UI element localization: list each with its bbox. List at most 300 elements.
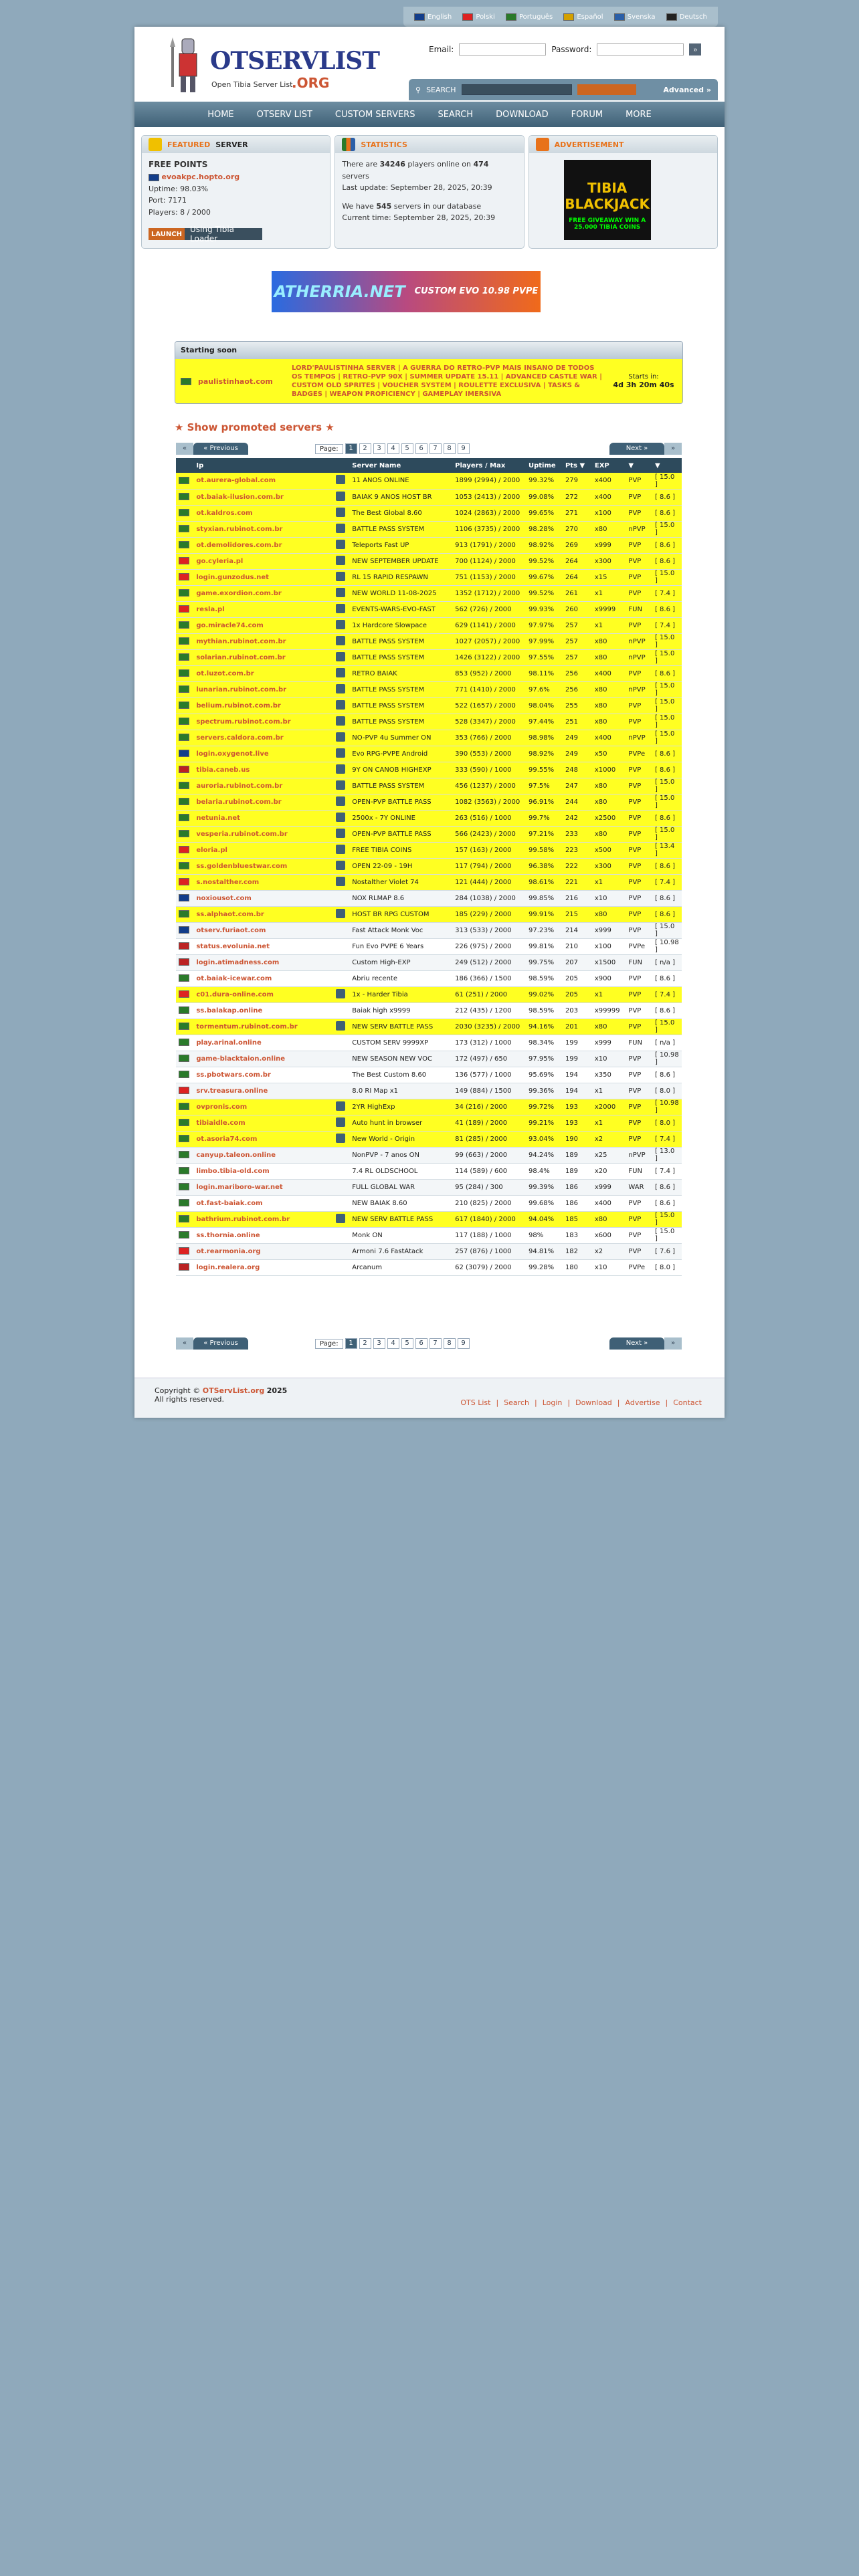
server-ip[interactable]: ot.aurera-global.com: [193, 473, 333, 489]
promoted-icon: [336, 845, 345, 854]
logo-org: .ORG: [292, 75, 330, 91]
exp-rate: x2: [592, 1131, 626, 1147]
footer-link-contact[interactable]: Contact: [673, 1398, 702, 1407]
table-row[interactable]: [176, 1147, 682, 1163]
table-row[interactable]: [176, 794, 682, 810]
uptime: 99.32%: [526, 473, 563, 489]
points: 249: [563, 746, 592, 762]
current-time: Current time: September 28, 2025, 20:39: [342, 213, 496, 223]
page-button[interactable]: 6: [415, 1338, 427, 1349]
page-button[interactable]: 5: [401, 1338, 413, 1349]
table-row[interactable]: [176, 906, 682, 922]
server-name: Teleports Fast UP: [349, 537, 452, 553]
table-row[interactable]: [176, 938, 682, 954]
server-ip[interactable]: ot.baiak-icewar.com: [193, 970, 333, 986]
server-ip[interactable]: ot.luzot.com.br: [193, 665, 333, 681]
pager-first[interactable]: «: [176, 443, 193, 455]
column-header[interactable]: ▼: [652, 458, 682, 473]
email-field[interactable]: [459, 43, 546, 56]
points: 270: [563, 521, 592, 537]
exp-rate: x999: [592, 1179, 626, 1195]
page-button[interactable]: 1: [345, 443, 357, 454]
flag-icon: [179, 702, 189, 709]
footer-link-advertise[interactable]: Advertise: [625, 1398, 660, 1407]
promo-cell: [333, 1115, 349, 1131]
next-button[interactable]: Next »: [609, 443, 664, 455]
server-ip[interactable]: otserv.furiaot.com: [193, 922, 333, 938]
table-row[interactable]: [176, 970, 682, 986]
flag-icon: [179, 1006, 189, 1014]
table-row[interactable]: [176, 649, 682, 665]
server-ip[interactable]: c01.dura-online.com: [193, 986, 333, 1002]
pvp-type: PVP: [626, 1018, 652, 1035]
copyright: [155, 1386, 704, 1395]
page-button[interactable]: 2: [359, 1338, 371, 1349]
promo-cell: [333, 938, 349, 954]
site-logo[interactable]: [165, 33, 380, 97]
password-field[interactable]: [597, 43, 684, 56]
server-ip[interactable]: ot.kaldros.com: [193, 505, 333, 521]
server-ip[interactable]: belium.rubinot.com.br: [193, 697, 333, 714]
column-header[interactable]: Players / Max: [452, 458, 526, 473]
table-row[interactable]: [176, 633, 682, 649]
nav-item-custom-servers[interactable]: CUSTOM SERVERS: [335, 109, 415, 120]
language-español[interactable]: [563, 13, 603, 21]
server-ip[interactable]: login.gunzodus.net: [193, 569, 333, 585]
server-ip[interactable]: ss.balakap.online: [193, 1002, 333, 1018]
nav-item-more[interactable]: MORE: [626, 109, 652, 120]
table-row[interactable]: [176, 1179, 682, 1195]
featured-link[interactable]: evoakpc.hopto.org: [161, 173, 240, 182]
previous-button[interactable]: « Previous: [193, 443, 248, 455]
exp-rate: x10: [592, 1051, 626, 1067]
server-ip[interactable]: mythian.rubinot.com.br: [193, 633, 333, 649]
flag-cell: [176, 938, 193, 954]
server-ip[interactable]: login.atimadness.com: [193, 954, 333, 970]
flag-cell: [176, 970, 193, 986]
nav-item-download[interactable]: DOWNLOAD: [496, 109, 549, 120]
uptime: 98.92%: [526, 537, 563, 553]
server-ip[interactable]: limbo.tibia-old.com: [193, 1163, 333, 1179]
login-form: [429, 43, 710, 56]
footer-link-download[interactable]: Download: [575, 1398, 612, 1407]
players: 522 (1657) / 2000: [452, 697, 526, 714]
table-row[interactable]: [176, 1163, 682, 1179]
table-row[interactable]: [176, 842, 682, 858]
uptime: 99.75%: [526, 954, 563, 970]
advertisement-box: [529, 135, 718, 249]
language-deutsch[interactable]: [666, 13, 707, 21]
footer-link-login[interactable]: Login: [542, 1398, 563, 1407]
points: 222: [563, 858, 592, 874]
server-ip[interactable]: tibiaidle.com: [193, 1115, 333, 1131]
promo-cell: [333, 874, 349, 890]
advanced-search-link[interactable]: Advanced »: [663, 85, 711, 94]
flag-icon: [179, 1055, 189, 1062]
flag-icon: [179, 1039, 189, 1046]
version: [ 8.6 ]: [652, 553, 682, 569]
flag-icon: [179, 894, 189, 901]
table-row[interactable]: [176, 489, 682, 505]
points: 256: [563, 665, 592, 681]
table-row[interactable]: [176, 810, 682, 826]
server-ip[interactable]: srv.treasura.online: [193, 1083, 333, 1099]
language-label: Português: [518, 13, 553, 21]
flag-cell: [176, 906, 193, 922]
server-ip[interactable]: ss.thornia.online: [193, 1227, 333, 1243]
flag-icon: [179, 685, 189, 693]
table-row[interactable]: [176, 1211, 682, 1227]
points: 251: [563, 714, 592, 730]
table-row[interactable]: [176, 858, 682, 874]
login-button[interactable]: »: [689, 43, 701, 56]
nav-item-search[interactable]: SEARCH: [438, 109, 474, 120]
table-row[interactable]: [176, 1099, 682, 1115]
server-ip[interactable]: tibia.caneb.us: [193, 762, 333, 778]
page-button[interactable]: 3: [373, 443, 385, 454]
server-ip[interactable]: go.miracle74.com: [193, 617, 333, 633]
points: 194: [563, 1083, 592, 1099]
server-name: The Best Custom 8.60: [349, 1067, 452, 1083]
table-row[interactable]: [176, 762, 682, 778]
exp-rate: x99999: [592, 1002, 626, 1018]
page-button[interactable]: 2: [359, 443, 371, 454]
advert-image[interactable]: [564, 160, 651, 240]
promo-cell: [333, 730, 349, 746]
players: 1024 (2863) / 2000: [452, 505, 526, 521]
flag-icon: [149, 174, 159, 181]
table-row[interactable]: [176, 681, 682, 697]
points: 244: [563, 794, 592, 810]
flag-icon: [179, 766, 189, 773]
exp-rate: x900: [592, 970, 626, 986]
pvp-type: PVP: [626, 505, 652, 521]
table-row[interactable]: [176, 1243, 682, 1259]
flag-cell: [176, 922, 193, 938]
table-row[interactable]: [176, 746, 682, 762]
table-row[interactable]: [176, 1051, 682, 1067]
page-button[interactable]: 4: [387, 443, 399, 454]
flag-icon: [179, 557, 189, 564]
nav-item-otserv-list[interactable]: OTSERV LIST: [256, 109, 312, 120]
column-header[interactable]: ▼: [626, 458, 652, 473]
featured-title-a: FEATURED: [167, 140, 211, 149]
flag-cell: [176, 681, 193, 697]
server-ip[interactable]: solarian.rubinot.com.br: [193, 649, 333, 665]
table-row[interactable]: [176, 1018, 682, 1035]
server-ip[interactable]: ovpronis.com: [193, 1099, 333, 1115]
starting-soon-ip[interactable]: paulistinhaot.com: [198, 377, 273, 386]
search-input[interactable]: [462, 84, 572, 95]
table-row[interactable]: [176, 505, 682, 521]
copyright-a: Copyright ©: [155, 1386, 201, 1395]
previous-button[interactable]: « Previous: [193, 1337, 248, 1350]
pvp-type: PVP: [626, 489, 652, 505]
copyright-site[interactable]: OTServList.org: [202, 1386, 265, 1395]
server-ip[interactable]: spectrum.rubinot.com.br: [193, 714, 333, 730]
version: [ 13.4 ]: [652, 842, 682, 858]
promoted-icon: [336, 572, 345, 581]
server-ip[interactable]: go.cyleria.pl: [193, 553, 333, 569]
promoted-icon: [336, 1101, 345, 1111]
column-header[interactable]: Server Name: [349, 458, 452, 473]
points: 260: [563, 601, 592, 617]
server-ip[interactable]: s.nostalther.com: [193, 874, 333, 890]
server-ip[interactable]: login.realera.org: [193, 1259, 333, 1275]
table-row[interactable]: [176, 1259, 682, 1275]
table-row[interactable]: [176, 1083, 682, 1099]
pvp-type: PVP: [626, 1195, 652, 1211]
next-button[interactable]: Next »: [609, 1337, 664, 1350]
server-ip[interactable]: game-blacktaion.online: [193, 1051, 333, 1067]
version: [ 15.0 ]: [652, 1227, 682, 1243]
pvp-type: PVP: [626, 553, 652, 569]
footer-link-search[interactable]: Search: [504, 1398, 529, 1407]
points: 223: [563, 842, 592, 858]
promoted-icon: [336, 604, 345, 613]
uptime: 99.36%: [526, 1083, 563, 1099]
points: 255: [563, 697, 592, 714]
table-row[interactable]: [176, 954, 682, 970]
server-ip[interactable]: canyup.taleon.online: [193, 1147, 333, 1163]
page-button[interactable]: 8: [444, 1338, 456, 1349]
server-ip[interactable]: vesperia.rubinot.com.br: [193, 826, 333, 842]
server-ip[interactable]: game.exordion.com.br: [193, 585, 333, 601]
points: 249: [563, 730, 592, 746]
players: 284 (1038) / 2000: [452, 890, 526, 906]
table-row[interactable]: [176, 1131, 682, 1147]
language-svenska[interactable]: [614, 13, 656, 21]
server-name: Custom High-EXP: [349, 954, 452, 970]
version: [ 15.0 ]: [652, 633, 682, 649]
starts-label: Starts in:: [628, 373, 659, 381]
server-ip[interactable]: ot.rearmonia.org: [193, 1243, 333, 1259]
table-row[interactable]: [176, 1115, 682, 1131]
column-header[interactable]: EXP: [592, 458, 626, 473]
page-button[interactable]: 9: [458, 1338, 470, 1349]
launch-button[interactable]: [149, 225, 262, 243]
table-row[interactable]: [176, 537, 682, 553]
table-row[interactable]: [176, 521, 682, 537]
promo-cell: [333, 810, 349, 826]
promo-cell: [333, 1099, 349, 1115]
table-row[interactable]: [176, 1195, 682, 1211]
table-row[interactable]: [176, 986, 682, 1002]
page-button[interactable]: 6: [415, 443, 427, 454]
version: [ 7.4 ]: [652, 1163, 682, 1179]
language-polski[interactable]: [462, 13, 494, 21]
server-name: NO-PVP 4u Summer ON: [349, 730, 452, 746]
flag-cell: [176, 1131, 193, 1147]
table-row[interactable]: [176, 730, 682, 746]
table-row[interactable]: [176, 617, 682, 633]
server-ip[interactable]: eloria.pl: [193, 842, 333, 858]
server-ip[interactable]: bathrium.rubinot.com.br: [193, 1211, 333, 1227]
language-english[interactable]: [414, 13, 452, 21]
table-row[interactable]: [176, 1002, 682, 1018]
flag-icon: [179, 734, 189, 741]
promo-cell: [333, 970, 349, 986]
starts-time: 4d 3h 20m 40s: [613, 381, 674, 389]
table-row[interactable]: [176, 553, 682, 569]
column-header[interactable]: Uptime: [526, 458, 563, 473]
server-name: Arcanum: [349, 1259, 452, 1275]
language-português[interactable]: [506, 13, 553, 21]
column-header[interactable]: Ip: [193, 458, 349, 473]
page-button[interactable]: 9: [458, 443, 470, 454]
exp-rate: x400: [592, 730, 626, 746]
server-ip[interactable]: login.oxygenot.live: [193, 746, 333, 762]
pvp-type: PVP: [626, 1131, 652, 1147]
table-row[interactable]: [176, 1227, 682, 1243]
server-ip[interactable]: ot.fast-baiak.com: [193, 1195, 333, 1211]
points: 233: [563, 826, 592, 842]
version: [ 8.6 ]: [652, 858, 682, 874]
points: 264: [563, 553, 592, 569]
nav-item-home[interactable]: HOME: [207, 109, 234, 120]
server-ip[interactable]: styxian.rubinot.com.br: [193, 521, 333, 537]
column-header[interactable]: Pts ▼: [563, 458, 592, 473]
uptime: 99.08%: [526, 489, 563, 505]
page-button[interactable]: 1: [345, 1338, 357, 1349]
players: 700 (1124) / 2000: [452, 553, 526, 569]
table-row[interactable]: [176, 665, 682, 681]
search-bar: [409, 79, 718, 100]
uptime: 95.69%: [526, 1067, 563, 1083]
table-row[interactable]: [176, 778, 682, 794]
exp-rate: x1: [592, 986, 626, 1002]
exp-rate: x25: [592, 1147, 626, 1163]
promoted-icon: [336, 1117, 345, 1127]
flag-icon: [179, 798, 189, 805]
uptime: 99.7%: [526, 810, 563, 826]
server-ip[interactable]: netunia.net: [193, 810, 333, 826]
flag-icon: [179, 1071, 189, 1078]
points: 207: [563, 954, 592, 970]
version: [ 7.4 ]: [652, 874, 682, 890]
version: [ 7.4 ]: [652, 585, 682, 601]
table-row[interactable]: [176, 714, 682, 730]
exp-rate: x80: [592, 906, 626, 922]
flag-cell: [176, 617, 193, 633]
search-button[interactable]: [577, 84, 636, 95]
pager-first[interactable]: «: [176, 1337, 193, 1350]
server-ip[interactable]: resla.pl: [193, 601, 333, 617]
page-button[interactable]: 7: [430, 1338, 442, 1349]
pager-top: [176, 443, 682, 455]
promoted-icon: [336, 989, 345, 998]
server-ip[interactable]: belaria.rubinot.com.br: [193, 794, 333, 810]
flag-cell: [176, 553, 193, 569]
table-row[interactable]: [176, 697, 682, 714]
server-name: The Best Global 8.60: [349, 505, 452, 521]
server-ip[interactable]: ss.goldenbluestwar.com: [193, 858, 333, 874]
points: 248: [563, 762, 592, 778]
server-ip[interactable]: ot.demolidores.com.br: [193, 537, 333, 553]
server-ip[interactable]: tormentum.rubinot.com.br: [193, 1018, 333, 1035]
flag-cell: [176, 874, 193, 890]
flag-cell: [176, 762, 193, 778]
server-ip[interactable]: ss.alphaot.com.br: [193, 906, 333, 922]
pager-last[interactable]: »: [664, 443, 682, 455]
table-row[interactable]: [176, 922, 682, 938]
table-row[interactable]: [176, 1067, 682, 1083]
starting-soon-row[interactable]: [175, 359, 682, 403]
server-ip[interactable]: noxiousot.com: [193, 890, 333, 906]
table-row[interactable]: [176, 585, 682, 601]
version: [ 15.0 ]: [652, 794, 682, 810]
server-ip[interactable]: play.arinal.online: [193, 1035, 333, 1051]
server-ip[interactable]: servers.caldora.com.br: [193, 730, 333, 746]
starting-soon-box: [175, 341, 683, 404]
page-button[interactable]: 7: [430, 443, 442, 454]
version: [ 8.6 ]: [652, 601, 682, 617]
exp-rate: x1: [592, 617, 626, 633]
promo-cell: [333, 1067, 349, 1083]
server-ip[interactable]: login.mariboro-war.net: [193, 1179, 333, 1195]
points: 205: [563, 986, 592, 1002]
server-name: BATTLE PASS SYSTEM: [349, 633, 452, 649]
flag-cell: [176, 1067, 193, 1083]
footer-link-ots-list[interactable]: OTS List: [460, 1398, 491, 1407]
table-row[interactable]: [176, 473, 682, 489]
page-button[interactable]: 8: [444, 443, 456, 454]
footer: [134, 1378, 725, 1418]
page-button[interactable]: 3: [373, 1338, 385, 1349]
server-ip[interactable]: lunarian.rubinot.com.br: [193, 681, 333, 697]
link-separator: |: [534, 1398, 537, 1407]
server-ip[interactable]: ss.pbotwars.com.br: [193, 1067, 333, 1083]
table-row[interactable]: [176, 601, 682, 617]
server-name: EVENTS-WARS-EVO-FAST: [349, 601, 452, 617]
show-promoted-link[interactable]: ★ Show promoted servers ★: [175, 421, 335, 433]
exp-rate: x80: [592, 714, 626, 730]
promo-cell: [333, 1243, 349, 1259]
server-ip[interactable]: ot.asoria74.com: [193, 1131, 333, 1147]
table-row[interactable]: [176, 874, 682, 890]
uptime: 99.55%: [526, 762, 563, 778]
points: 182: [563, 1243, 592, 1259]
nav-item-forum[interactable]: FORUM: [571, 109, 603, 120]
flag-cell: [176, 1259, 193, 1275]
page-button[interactable]: 4: [387, 1338, 399, 1349]
server-name: RETRO BAIAK: [349, 665, 452, 681]
table-row[interactable]: [176, 890, 682, 906]
table-row[interactable]: [176, 569, 682, 585]
flag-icon: [179, 990, 189, 998]
flag-cell: [176, 714, 193, 730]
promo-cell: [333, 954, 349, 970]
table-row[interactable]: [176, 1035, 682, 1051]
players: 136 (577) / 1000: [452, 1067, 526, 1083]
server-ip[interactable]: ot.baiak-ilusion.com.br: [193, 489, 333, 505]
server-ip[interactable]: status.evolunia.net: [193, 938, 333, 954]
banner-ad[interactable]: [272, 271, 541, 312]
flag-icon: [179, 1183, 189, 1190]
flag-icon: [563, 13, 574, 21]
pager-last[interactable]: »: [664, 1337, 682, 1350]
promoted-icon: [336, 877, 345, 886]
flag-cell: [176, 1083, 193, 1099]
promo-cell: [333, 1147, 349, 1163]
players: 913 (1791) / 2000: [452, 537, 526, 553]
table-row[interactable]: [176, 826, 682, 842]
page-button[interactable]: 5: [401, 443, 413, 454]
flag-icon: [414, 13, 425, 21]
server-ip[interactable]: auroria.rubinot.com.br: [193, 778, 333, 794]
server-name: NOX RLMAP 8.6: [349, 890, 452, 906]
starting-soon-header: Starting soon: [175, 342, 682, 359]
